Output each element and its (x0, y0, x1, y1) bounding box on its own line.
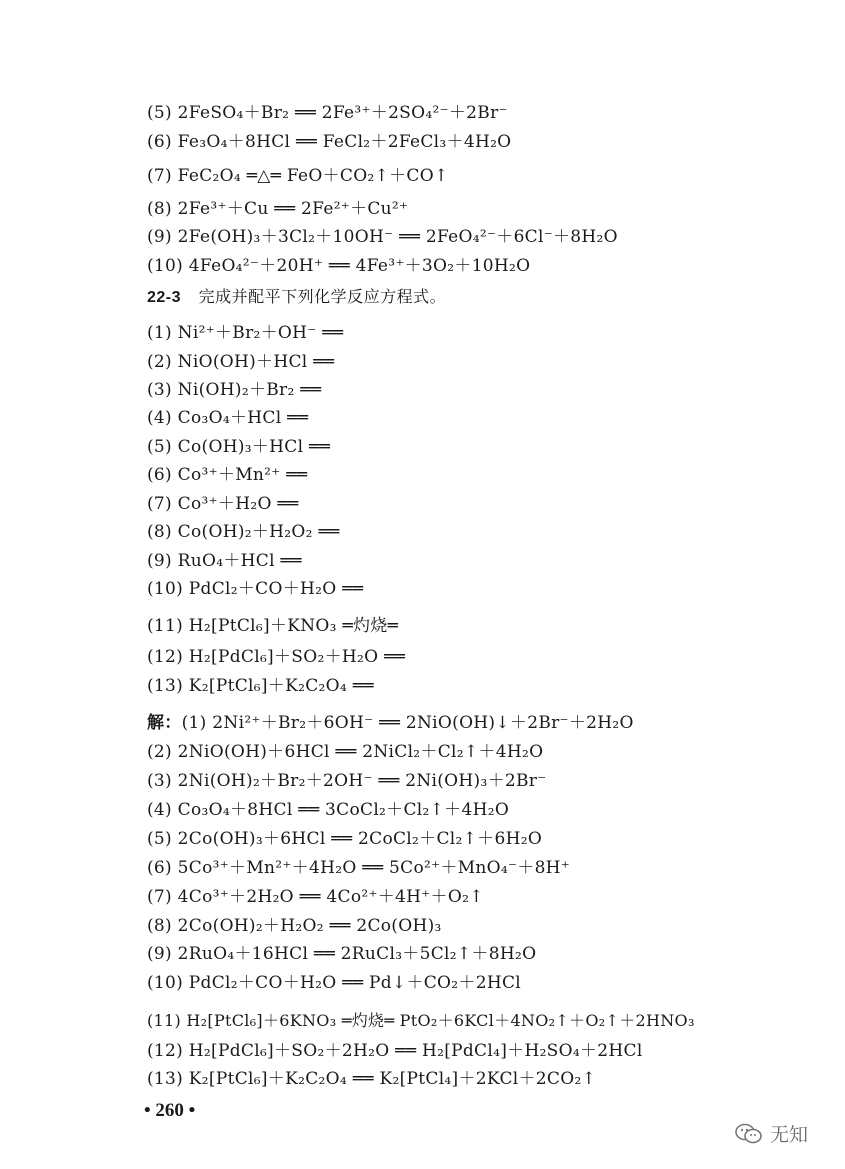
question-line: (11) H₂[PtCl₆]＋KNO₃ ═灼烧═ (147, 616, 399, 636)
answer-line: (10) PdCl₂＋CO＋H₂O ══ Pd↓＋CO₂＋2HCl (147, 973, 521, 993)
answer-line: (8) 2Co(OH)₂＋H₂O₂ ══ 2Co(OH)₃ (147, 916, 442, 936)
equation-line: (5) 2FeSO₄＋Br₂ ══ 2Fe³⁺＋2SO₄²⁻＋2Br⁻ (147, 103, 508, 123)
question-line: (1) Ni²⁺＋Br₂＋OH⁻ ══ (147, 323, 344, 343)
question-line: (5) Co(OH)₃＋HCl ══ (147, 437, 331, 457)
page-number: • 260 • (144, 1100, 196, 1121)
equation-line: (8) 2Fe³⁺＋Cu ══ 2Fe²⁺＋Cu²⁺ (147, 199, 409, 219)
answer-line: (2) 2NiO(OH)＋6HCl ══ 2NiCl₂＋Cl₂↑＋4H₂O (147, 742, 544, 762)
wechat-icon (734, 1122, 764, 1146)
answer-line: (13) K₂[PtCl₆]＋K₂C₂O₄ ══ K₂[PtCl₄]＋2KCl＋2CO₂↑ (147, 1069, 597, 1089)
question-line: (3) Ni(OH)₂＋Br₂ ══ (147, 380, 322, 400)
answer-text: (1) 2Ni²⁺＋Br₂＋6OH⁻ ══ 2NiO(OH)↓＋2Br⁻＋2H₂O (181, 713, 634, 733)
answer-line: (3) 2Ni(OH)₂＋Br₂＋2OH⁻ ══ 2Ni(OH)₃＋2Br⁻ (147, 771, 547, 791)
question-line: (9) RuO₄＋HCl ══ (147, 551, 302, 571)
section-title: 完成并配平下列化学反应方程式。 (198, 287, 447, 306)
answer-line: (5) 2Co(OH)₃＋6HCl ══ 2CoCl₂＋Cl₂↑＋6H₂O (147, 829, 543, 849)
question-line: (2) NiO(OH)＋HCl ══ (147, 352, 335, 372)
equation-line: (6) Fe₃O₄＋8HCl ══ FeCl₂＋2FeCl₃＋4H₂O (147, 132, 512, 152)
question-line: (4) Co₃O₄＋HCl ══ (147, 408, 309, 428)
answer-label: 解： (147, 713, 182, 733)
watermark-text: 无知 (770, 1124, 809, 1146)
question-line: (13) K₂[PtCl₆]＋K₂C₂O₄ ══ (147, 676, 374, 696)
answer-line: (6) 5Co³⁺＋Mn²⁺＋4H₂O ══ 5Co²⁺＋MnO₄⁻＋8H⁺ (147, 858, 571, 878)
watermark (734, 1120, 808, 1147)
answer-line: (9) 2RuO₄＋16HCl ══ 2RuCl₃＋5Cl₂↑＋8H₂O (147, 944, 537, 964)
question-line: (8) Co(OH)₂＋H₂O₂ ══ (147, 522, 340, 542)
section-number: 22-3 (147, 289, 182, 306)
equation-line: (10) 4FeO₄²⁻＋20H⁺ ══ 4Fe³⁺＋3O₂＋10H₂O (147, 256, 531, 276)
equation-line: (7) FeC₂O₄ ═△═ FeO＋CO₂↑＋CO↑ (147, 166, 449, 186)
answer-line: (11) H₂[PtCl₆]＋6KNO₃ ═灼烧═ PtO₂＋6KCl＋4NO₂↑＋O₂↑＋2HNO₃ (147, 1011, 695, 1030)
answer-line (147, 712, 634, 734)
equation-line: (9) 2Fe(OH)₃＋3Cl₂＋10OH⁻ ══ 2FeO₄²⁻＋6Cl⁻＋8H₂O (147, 227, 618, 247)
answer-line: (7) 4Co³⁺＋2H₂O ══ 4Co²⁺＋4H⁺＋O₂↑ (147, 887, 484, 907)
question-line: (12) H₂[PdCl₆]＋SO₂＋H₂O ══ (147, 647, 406, 667)
answer-line: (12) H₂[PdCl₆]＋SO₂＋2H₂O ══ H₂[PdCl₄]＋H₂SO₄＋2HCl (147, 1041, 643, 1061)
section-heading (147, 286, 446, 309)
answer-line: (4) Co₃O₄＋8HCl ══ 3CoCl₂＋Cl₂↑＋4H₂O (147, 800, 510, 820)
question-line: (10) PdCl₂＋CO＋H₂O ══ (147, 579, 364, 599)
question-line: (6) Co³⁺＋Mn²⁺ ══ (147, 465, 308, 485)
question-line: (7) Co³⁺＋H₂O ══ (147, 494, 299, 514)
